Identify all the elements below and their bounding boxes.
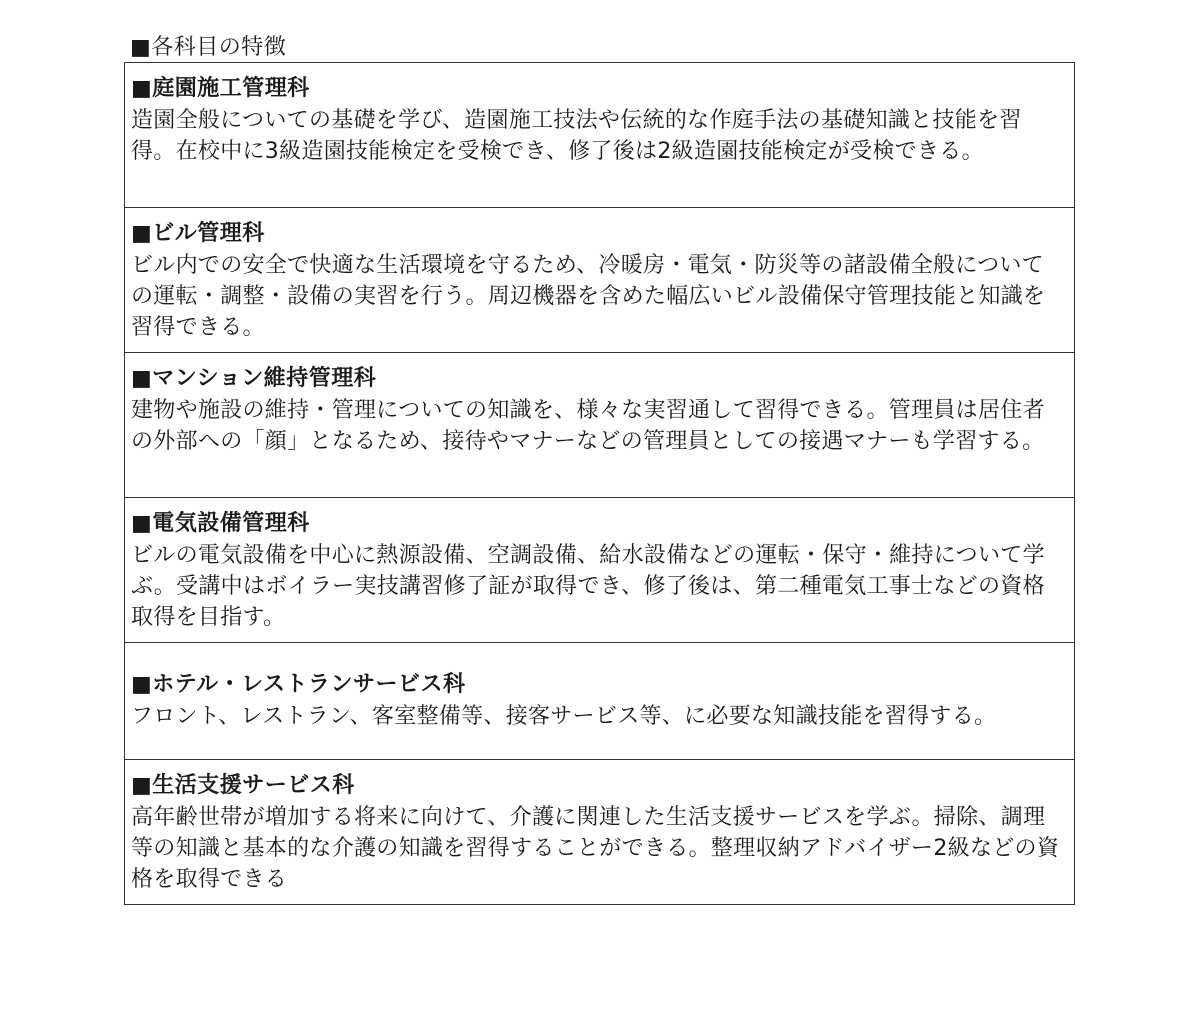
course-table	[124, 62, 1075, 905]
course-name: ■電気設備管理科	[131, 511, 310, 536]
course-name: ■庭園施工管理科	[131, 76, 310, 101]
course-cell	[125, 208, 1075, 353]
course-cell	[125, 353, 1075, 498]
course-row-building	[125, 208, 1075, 353]
course-name: ■ビル管理科	[131, 221, 265, 246]
course-cell	[125, 643, 1075, 760]
course-row-condominium	[125, 353, 1075, 498]
course-description: 造園全般についての基礎を学び、造園施工技法や伝統的な作庭手法の基礎知識と技能を習得。在校中に3級造園技能検定を受検でき、修了後は2級造園技能検定が受検できる。	[131, 108, 1022, 164]
page-heading: ■各科目の特徴	[130, 35, 287, 60]
course-description: 建物や施設の維持・管理についての知識を、様々な実習通して習得できる。管理員は居住者の外部への「顔」となるため、接待やマナーなどの管理員としての接遇マナーも学習する。	[131, 398, 1045, 454]
course-name: ■マンション維持管理科	[131, 366, 377, 391]
course-name: ■生活支援サービス科	[131, 773, 355, 798]
course-description: 高年齢世帯が増加する将来に向けて、介護に関連した生活支援サービスを学ぶ。掃除、調理等の知識と基本的な介護の知識を習得することができる。整理収納アドバイザー2級などの資格を取得できる	[131, 805, 1060, 892]
course-description: フロント、レストラン、客室整備等、接客サービス等、に必要な知識技能を習得する。	[131, 704, 997, 729]
course-row-life-support	[125, 760, 1075, 905]
course-row-landscape	[125, 63, 1075, 208]
course-description: ビル内での安全で快適な生活環境を守るため、冷暖房・電気・防災等の諸設備全般についての運転・調整・設備の実習を行う。周辺機器を含めた幅広いビル設備保守管理技能と知識を習得できる。	[131, 253, 1046, 340]
course-description: ビルの電気設備を中心に熱源設備、空調設備、給水設備などの運転・保守・維持について学ぶ。受講中はボイラー実技講習修了証が取得でき、修了後は、第二種電気工事士などの資格取得を目指す。	[131, 543, 1045, 630]
course-row-hotel	[125, 643, 1075, 760]
course-cell	[125, 63, 1075, 208]
course-cell	[125, 498, 1075, 643]
course-cell	[125, 760, 1075, 905]
course-row-electrical	[125, 498, 1075, 643]
course-name: ■ホテル・レストランサービス科	[131, 672, 466, 697]
